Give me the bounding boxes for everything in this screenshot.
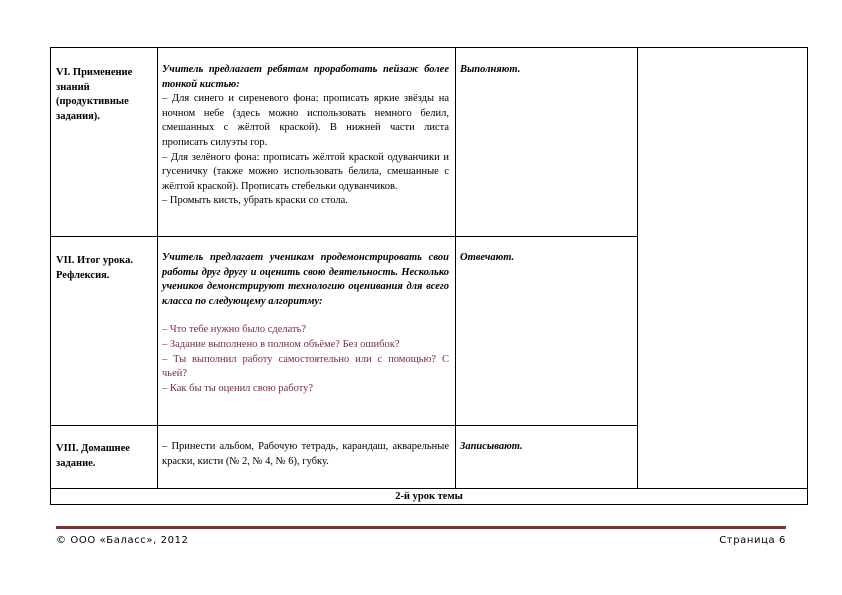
reflection-question: – Что тебе нужно было сделать?	[162, 324, 307, 336]
stage-cell-vi: VI. Применение знаний (продуктивные задания).	[56, 67, 133, 122]
column-divider	[157, 47, 158, 488]
teacher-cell-vii	[162, 251, 449, 396]
row-divider	[50, 425, 638, 426]
teacher-cell-viii: – Принести альбом, Рабочую тетрадь, карандаш, акварельные краски, кисти (№ 2, № 4, № 6), губку.	[162, 441, 449, 467]
reflection-question: – Как бы ты оценил свою работу?	[162, 382, 314, 394]
stage-cell-vii: VII. Итог урока. Рефлексия.	[56, 255, 133, 281]
page-number: Страница 6	[719, 535, 786, 546]
stage-cell-viii: VIII. Домашнее задание.	[56, 443, 130, 469]
pupil-cell-vii: Отвечают.	[460, 252, 515, 263]
teacher-cell-vi	[162, 63, 449, 209]
row-divider	[50, 236, 638, 237]
footer-divider	[56, 526, 786, 529]
lesson-heading: 2-й урок темы	[395, 491, 463, 502]
footer-copyright: © ООО «Баласс», 2012	[56, 535, 189, 546]
reflection-question: – Задание выполнено в полном объёме? Без ошибок?	[162, 338, 400, 350]
pupil-cell-viii: Записывают.	[460, 441, 523, 452]
teacher-intro: Учитель предлагает ученикам продемонстрировать свои работы друг другу и оценить свою деятельность. Несколько учеников демонстрируют технологию оценивания для всего класса по следующему алгоритму:	[162, 252, 449, 307]
teacher-intro: Учитель предлагает ребятам проработать пейзаж более тонкой кистью:	[162, 64, 449, 90]
pupil-cell-vi: Выполняют.	[460, 64, 521, 75]
teacher-item: – Для синего и сиреневого фона: прописать яркие звёзды на ночном небе (здесь можно использовать немного белил, смешанных с жёлтой краской). В нижней части листа прописать силуэты гор.	[162, 93, 449, 148]
reflection-question: – Ты выполнил работу самостоятельно или с помощью? С чьей?	[162, 353, 449, 380]
column-divider	[455, 47, 456, 488]
teacher-item: – Промыть кисть, убрать краски со стола.	[162, 195, 348, 207]
teacher-item: – Для зелёного фона: прописать жёлтой краской одуванчики и гусеничку (также можно использовать белила, смешанные с жёлтой краской). Прописать стебельки одуванчиков.	[162, 151, 449, 192]
row-divider	[50, 488, 808, 489]
column-divider	[637, 47, 638, 488]
